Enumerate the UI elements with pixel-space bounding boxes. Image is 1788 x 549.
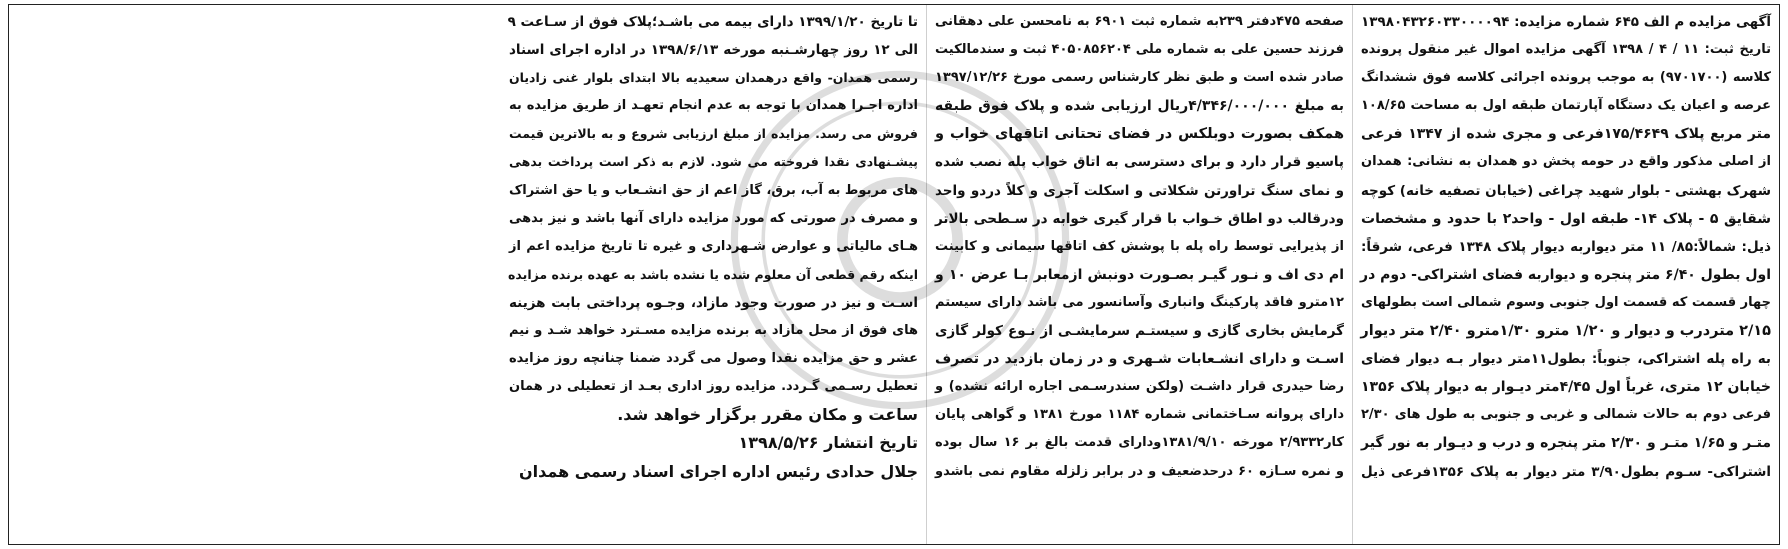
text-line: پاسیو قرار دارد و برای دسترسی به اتاق خواب پله نصب شده bbox=[935, 154, 1344, 171]
text-line: صفحه ۴۷۵دفتر ۲۳۹به شماره ثبت ۶۹۰۱ به نامحسن علی دهقانی bbox=[935, 14, 1344, 29]
text-line: و مصرف در صورتی که مورد مزایده دارای آنها باشد و نیز بدهی bbox=[509, 210, 918, 226]
text-line: به راه پله اشتراکی، جنوباً: بطول۱۱متر دیوار بـه دیوار فضای bbox=[1361, 351, 1771, 368]
auction-notice bbox=[8, 4, 1780, 545]
text-line: اول بطول ۶/۴۰ متر پنجره و دیواربه فضای اشتراکی- دوم در bbox=[1360, 266, 1771, 283]
text-line: تا تاریخ ۱۳۹۹/۱/۲۰ دارای بیمه می باشـد؛پلاک فوق از سـاعت ۹ bbox=[507, 14, 918, 30]
text-line: و نمای سنگ تراورتن شکلاتی و اسکلت آجری و کلاً دردو واحد bbox=[935, 182, 1344, 199]
text-line: اینکه رقم قطعی آن معلوم شده یا نشده باشد به عهده برنده مزایده bbox=[508, 266, 918, 282]
text-line: الی ۱۲ روز چهارشـنبه مورخه ۱۳۹۸/۶/۱۳ در اداره اجرای اسناد bbox=[509, 42, 919, 59]
text-line: رسمی همدان- واقع درهمدان سعیدیه بالا ابتدای بلوار غنی زادیان bbox=[509, 70, 918, 86]
text-line: به مبلغ ۴/۳۴۶/۰۰۰/۰۰۰ریال ارزیابی شده و پلاک فوق طبقه bbox=[935, 98, 1344, 115]
text-line: از اصلی مذکور واقع در حومه پخش دو همدان به نشانی: همدان bbox=[1361, 154, 1771, 170]
text-column-2 bbox=[927, 5, 1353, 544]
text-line: ۲/۱۵ متردرب و دیوار و ۱/۲۰ مترو ۱/۳۰مترو ۲/۴۰ متر دیوار bbox=[1360, 323, 1771, 340]
text-line: تاریخ ثبت: ۱۱ / ۴ / ۱۳۹۸ آگهی مزایده اموال غیر منقول پرونده bbox=[1361, 42, 1771, 58]
text-column-1 bbox=[1353, 5, 1779, 544]
text-line: فرزند حسین علی به شماره ملی ۴۰۵۰۸۵۶۲۰۴ ثبت و سندمالکیت bbox=[935, 42, 1344, 58]
signature-line: جلال حدادی رئیس اداره اجرای اسناد رسمی همدان bbox=[518, 461, 918, 481]
text-line: فروش می رسد. مزایده از مبلغ ارزیابی شروع و به بالاترین قیمت bbox=[509, 126, 918, 142]
text-line: فرعی دوم به حالات شمالی و غربی و جنوبی به طول های ۲/۳۰ bbox=[1361, 407, 1771, 423]
text-line: صادر شده است و طبق نظر کارشناس رسمی مورخ ۱۳۹۷/۱۲/۲۶ bbox=[935, 70, 1344, 86]
text-column-3 bbox=[501, 5, 927, 544]
text-line: رضا حیدری قرار داشـت (ولکن سندرسـمی اجاره ارائه نشده) و bbox=[935, 379, 1344, 395]
text-line: های مربوط به آب، برق، گاز اعم از حق انشـعاب و یا حق اشتراک bbox=[509, 182, 918, 198]
text-line: های فوق از محل مازاد به برنده مزایده مسـترد خواهد شـد و نیم bbox=[509, 323, 918, 339]
text-line: عرصه و اعیان یک دستگاه آپارتمان طبقه اول به مساحت ۱۰۸/۶۵ bbox=[1361, 98, 1771, 114]
text-line: متر مربع پلاک ۱۷۵/۴۶۴۹فرعی و مجری شده از ۱۳۴۷ فرعی bbox=[1361, 126, 1771, 143]
text-line: هـای مالیاتی و عوارض شـهرداری و غیره تا تاریخ مزایده اعم از bbox=[509, 238, 918, 254]
text-line: ساعت و مکان مقرر برگزار خواهد شد. bbox=[617, 405, 918, 425]
text-line: دارای پروانه سـاختمانی شماره ۱۱۸۴ مورخ ۱۳۸۱ و گواهی پایان bbox=[935, 407, 1344, 423]
text-line: کار۲/۹۳۳۲ مورخه ۱۳۸۱/۹/۱۰ودارای قدمت بالغ بر ۱۶ سال بوده bbox=[935, 435, 1344, 451]
text-line: اسـت و نیز در صورت وجود مازاد، وجـوه پرداختی بابت هزینه bbox=[509, 294, 918, 311]
text-line: اداره اجـرا همدان با توجه به عدم انجام تعهـد از طریق مزایده به bbox=[509, 98, 918, 114]
text-line: متـر و ۱/۶۵ متـر و ۲/۳۰ متر پنجره و درب و دیـوار به نور گیر bbox=[1361, 435, 1772, 452]
text-line: و نمره سـازه ۶۰ درحدضعیف و در برابر زلزله مقاوم نمی باشدو bbox=[935, 463, 1344, 479]
text-line: تعطیل رسـمی گـردد. مزایده روز اداری بعـد از تعطیلی در همان bbox=[509, 379, 918, 395]
text-line: شهرک بهشتی - بلوار شهید چراغی (خیابان تصفیه خانه) کوچه bbox=[1360, 182, 1771, 199]
text-line: ذیل: شمالاً:۸۵/ ۱۱ متر دیواربه دیوار پلاک ۱۳۴۸ فرعی، شرقاً: bbox=[1361, 238, 1771, 255]
text-line: ام دی اف و نـور گیـر بصـورت دونبش ازمعابر بـا عرض ۱۰ و bbox=[935, 266, 1344, 283]
text-line: آگهی مزایده م الف ۶۴۵ شماره مزایده: ۱۳۹۸۰۴۳۲۶۰۳۳۰۰۰۰۹۴ bbox=[1361, 14, 1771, 30]
text-line: کلاسه (۹۷۰۱۷۰۰) به موجب پرونده اجرائی کلاسه فوق ششدانگ bbox=[1361, 70, 1771, 86]
text-line: شقایق ۵ - پلاک ۱۴- طبقه اول - واحد۲ با حدود و مشخصات bbox=[1361, 210, 1771, 227]
text-line: اسـت و دارای انشـعابات شـهری و در زمان بازدید در تصرف bbox=[935, 351, 1344, 368]
text-line: همکف بصورت دوبلکس در فضای تحتانی اتاقهای خواب و bbox=[935, 126, 1344, 143]
text-line: ۱۲مترو فاقد پارکینگ وانباری وآسانسور می باشد دارای سیستم bbox=[935, 294, 1344, 310]
text-line: اشتراکی- سـوم بطول۳/۹۰ متر دیوار به پلاک ۱۳۵۶فرعی ذیل bbox=[1361, 463, 1771, 480]
text-line: گرمایش بخاری گازی و سیستـم سرمایشـی از نـوع کولر گازی bbox=[935, 323, 1344, 340]
text-line: چهار قسمت که قسمت اول جنوبی وسوم شمالی است بطولهای bbox=[1361, 294, 1771, 310]
publication-date: تاریخ انتشار ۱۳۹۸/۵/۲۶ bbox=[738, 433, 918, 453]
text-line: عشر و حق مزایده نقدا وصول می گردد ضمنا چنانچه روز مزایده bbox=[509, 351, 918, 367]
text-line: ودرقالب دو اطاق خـواب با قرار گیری خوابه در سـطحی بالاتر bbox=[935, 210, 1344, 227]
text-line: پیشـنهادی نقدا فروخته می شود. لازم به ذکر است پرداخت بدهی bbox=[509, 154, 918, 170]
text-line: از پذیرایی توسط راه پله با پوشش کف اتاقها سیمانی و کابینت bbox=[935, 238, 1344, 254]
text-line: خیابان ۱۲ متری، غرباً اول ۴/۴۵متر دیـوار به دیوار پلاک ۱۳۵۶ bbox=[1361, 379, 1772, 396]
